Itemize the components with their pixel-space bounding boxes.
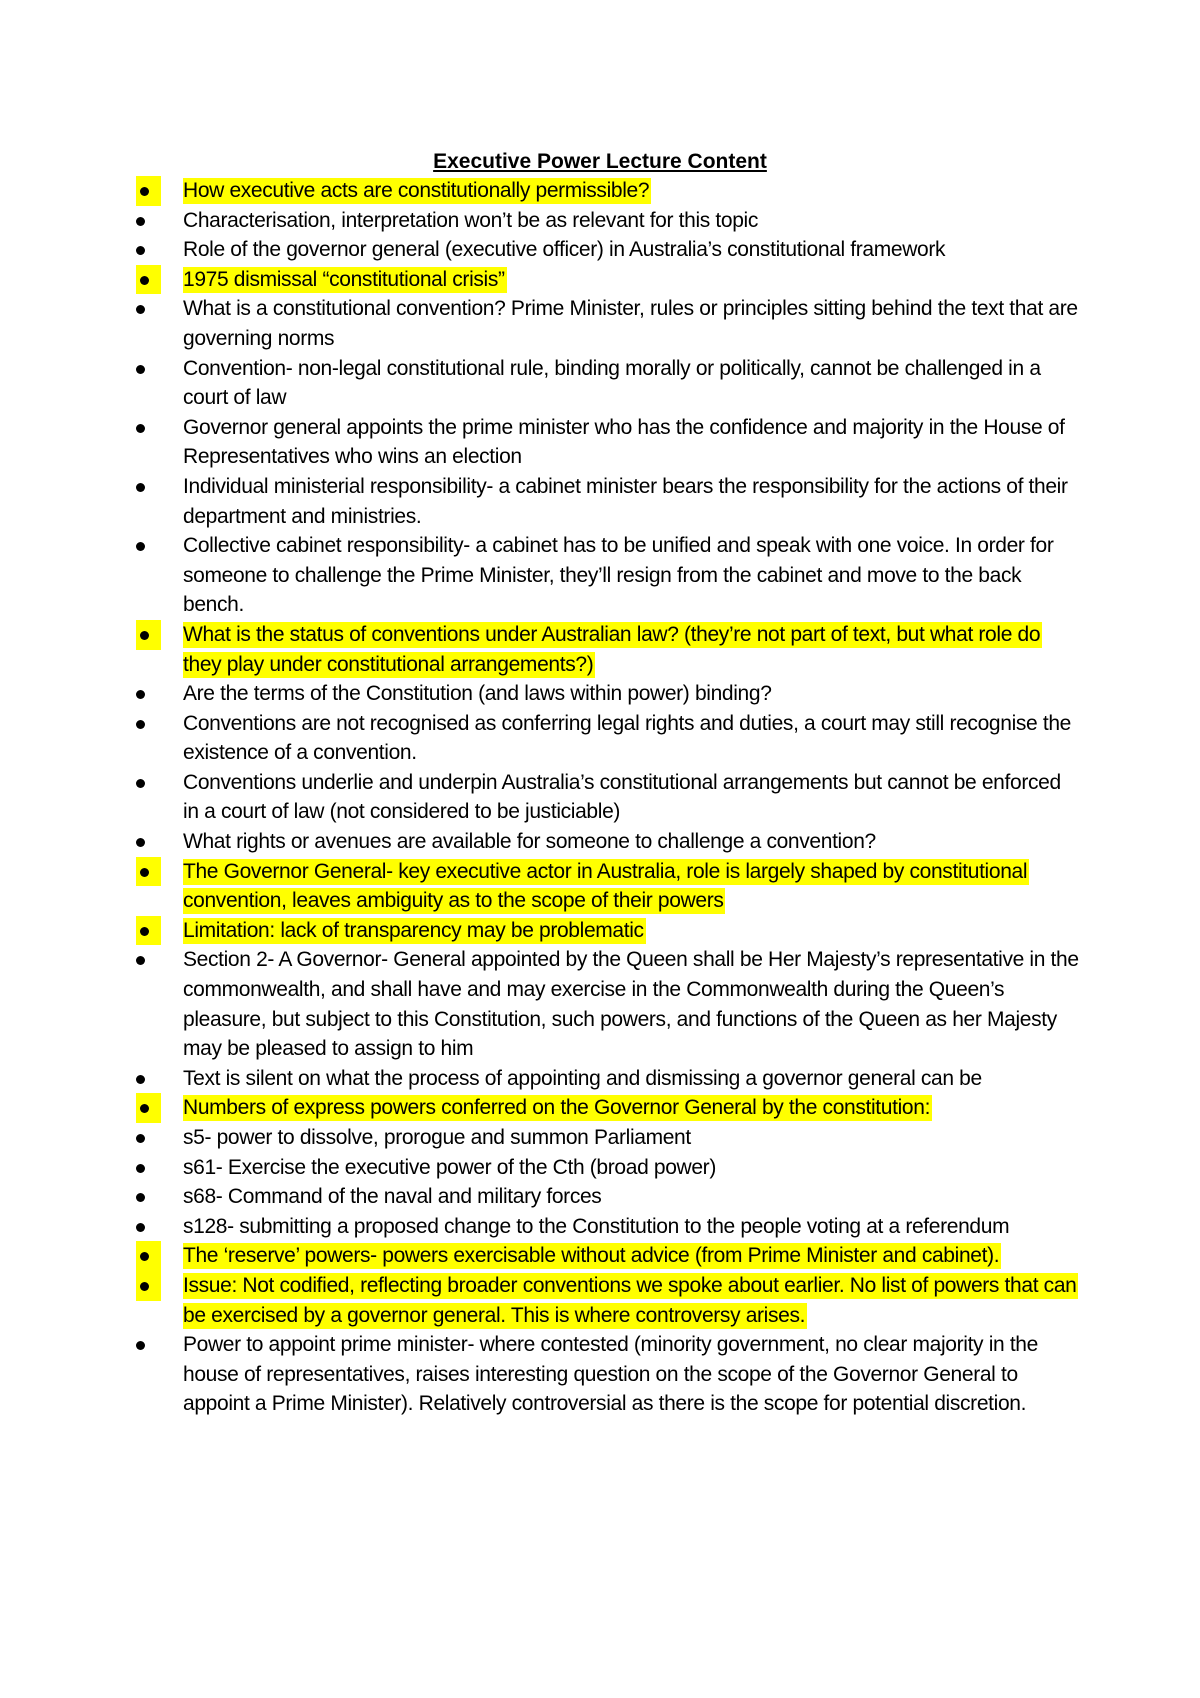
bullet-dot-icon <box>136 1164 145 1173</box>
bullet-dot-icon <box>136 217 145 226</box>
bullet-marker <box>136 1271 161 1301</box>
highlighted-list-item <box>140 265 1080 295</box>
list-item <box>140 1212 1080 1242</box>
list-item-text: Governor general appoints the prime minister who has the confidence and majority in the House of Representatives who wins an election <box>183 415 1065 469</box>
bullet-dot-icon <box>136 956 145 965</box>
list-item-text: Conventions are not recognised as conferring legal rights and duties, a court may still recognise the existence of a convention. <box>183 711 1071 765</box>
list-item-text: 1975 dismissal “constitutional crisis” <box>183 267 505 291</box>
list-item-text: s68- Command of the naval and military forces <box>183 1185 602 1209</box>
list-item-text: Section 2- A Governor- General appointed by the Queen shall be Her Majesty’s representative in the commonwealth, and shall have and may exercise in the Commonwealth during the Queen’s pleasure, but subject to this Constitution, such powers, and functions of the Queen as her Majesty may be pleased to assign to him <box>183 948 1079 1061</box>
list-item-text: The ‘reserve’ powers- powers exercisable without advice (from Prime Minister and cabinet). <box>183 1244 1000 1268</box>
bullet-dot-icon <box>136 720 145 729</box>
bullet-marker <box>136 768 161 798</box>
bullet-marker <box>136 827 161 857</box>
bullet-marker <box>136 1064 161 1094</box>
list-item <box>140 531 1080 620</box>
bullet-dot-icon <box>136 1134 145 1143</box>
bullet-dot-icon <box>136 542 145 551</box>
list-item-text: Role of the governor general (executive officer) in Australia’s constitutional framework <box>183 238 946 262</box>
list-item-text: The Governor General- key executive actor in Australia, role is largely shaped by constitutional convention, leaves ambiguity as to the scope of their powers <box>183 859 1028 913</box>
list-item-text: s61- Exercise the executive power of the Cth (broad power) <box>183 1155 716 1179</box>
bullet-marker <box>136 679 161 709</box>
bullet-marker <box>136 916 161 946</box>
list-item-text: Collective cabinet responsibility- a cabinet has to be unified and speak with one voice. In order for someone to challenge the Prime Minister, they’ll resign from the cabinet and move to the back bench. <box>183 534 1054 617</box>
list-item-text: Characterisation, interpretation won’t be as relevant for this topic <box>183 208 759 232</box>
list-item-text: What is a constitutional convention? Prime Minister, rules or principles sitting behind the text that are governing norms <box>183 297 1078 350</box>
bullet-marker <box>136 235 161 265</box>
bullet-dot-icon <box>136 246 145 255</box>
bullet-marker <box>136 294 161 324</box>
list-item <box>140 235 1080 265</box>
list-item <box>140 294 1080 353</box>
list-item <box>140 413 1080 472</box>
list-item <box>140 1182 1080 1212</box>
bullet-dot-icon <box>136 779 145 788</box>
bullet-marker <box>136 531 161 561</box>
highlighted-list-item <box>140 620 1080 679</box>
list-item-text: s5- power to dissolve, prorogue and summon Parliament <box>183 1126 691 1149</box>
list-item-text: Power to appoint prime minister- where contested (minority government, no clear majority in the house of representatives, raises interesting question on the scope of the Governor General to appoint a Prime Minister). Relatively controversial as there is the scope for potential discretion. <box>183 1333 1038 1416</box>
list-item-text: Issue: Not codified, reflecting broader conventions we spoke about earlier. No list of powers that can be exercised by a governor general. This is where controversy arises. <box>183 1273 1077 1327</box>
bullet-marker <box>136 265 161 295</box>
list-item-text: Numbers of express powers conferred on the Governor General by the constitution: <box>183 1096 931 1120</box>
highlighted-list-item <box>140 1093 1080 1123</box>
list-item-text: What rights or avenues are available for someone to challenge a convention? <box>183 830 876 854</box>
bullet-dot-icon <box>140 631 149 640</box>
bullet-dot-icon <box>140 927 149 936</box>
bullet-dot-icon <box>136 1075 145 1084</box>
bullet-marker <box>136 176 161 206</box>
list-item <box>140 354 1080 413</box>
list-item-text: Individual ministerial responsibility- a cabinet minister bears the responsibility for the actions of their department and ministries. <box>183 474 1068 528</box>
bullet-marker <box>136 709 161 739</box>
list-item <box>140 1153 1080 1183</box>
highlighted-list-item <box>140 1271 1080 1330</box>
bullet-list <box>140 176 1080 1419</box>
bullet-dot-icon <box>140 1282 149 1291</box>
bullet-dot-icon <box>136 1223 145 1232</box>
list-item-text: Text is silent on what the process of appointing and dismissing a governor general can be <box>183 1066 982 1090</box>
list-item-text: Conventions underlie and underpin Australia’s constitutional arrangements but cannot be enforced in a court of law (not considered to be justiciable) <box>183 770 1061 824</box>
list-item <box>140 945 1080 1063</box>
bullet-dot-icon <box>140 1252 149 1261</box>
list-item <box>140 206 1080 236</box>
list-item-text: How executive acts are constitutionally permissible? <box>183 179 650 202</box>
bullet-dot-icon <box>140 276 149 285</box>
bullet-marker <box>136 620 161 650</box>
list-item <box>140 1064 1080 1094</box>
bullet-dot-icon <box>136 1341 145 1350</box>
bullet-dot-icon <box>140 187 149 196</box>
highlighted-list-item <box>140 916 1080 946</box>
bullet-marker <box>136 206 161 236</box>
bullet-dot-icon <box>136 838 145 847</box>
list-item <box>140 1123 1080 1153</box>
highlighted-list-item <box>140 857 1080 916</box>
list-item <box>140 709 1080 768</box>
bullet-marker <box>136 945 161 975</box>
list-item <box>140 827 1080 857</box>
list-item-text: Convention- non-legal constitutional rule, binding morally or politically, cannot be challenged in a court of law <box>183 356 1041 410</box>
bullet-marker <box>136 1153 161 1183</box>
bullet-marker <box>136 472 161 502</box>
bullet-marker <box>136 1212 161 1242</box>
list-item-text: Are the terms of the Constitution (and laws within power) binding? <box>183 682 772 706</box>
bullet-dot-icon <box>136 1193 145 1202</box>
bullet-dot-icon <box>136 365 145 374</box>
highlighted-list-item <box>140 176 1080 206</box>
list-item <box>140 1330 1080 1419</box>
bullet-dot-icon <box>136 483 145 492</box>
bullet-dot-icon <box>136 424 145 433</box>
bullet-dot-icon <box>140 868 149 877</box>
highlighted-list-item <box>140 1241 1080 1271</box>
bullet-dot-icon <box>136 690 145 699</box>
bullet-marker <box>136 1093 161 1123</box>
bullet-marker <box>136 1241 161 1271</box>
list-item-text: Limitation: lack of transparency may be problematic <box>183 918 644 942</box>
list-item-text: s128- submitting a proposed change to the Constitution to the people voting at a referendum <box>183 1214 1010 1238</box>
list-item <box>140 472 1080 531</box>
bullet-marker <box>136 1123 161 1153</box>
bullet-dot-icon <box>140 1104 149 1113</box>
bullet-marker <box>136 857 161 887</box>
list-item <box>140 679 1080 709</box>
list-item-text: What is the status of conventions under Australian law? (they’re not part of text, but what role do they play under constitutional arrangements?) <box>183 622 1041 676</box>
bullet-marker <box>136 413 161 443</box>
list-item <box>140 768 1080 827</box>
bullet-marker <box>136 1182 161 1212</box>
bullet-marker <box>136 354 161 384</box>
bullet-dot-icon <box>136 305 145 314</box>
bullet-marker <box>136 1330 161 1360</box>
document-title: Executive Power Lecture Content <box>433 150 767 173</box>
